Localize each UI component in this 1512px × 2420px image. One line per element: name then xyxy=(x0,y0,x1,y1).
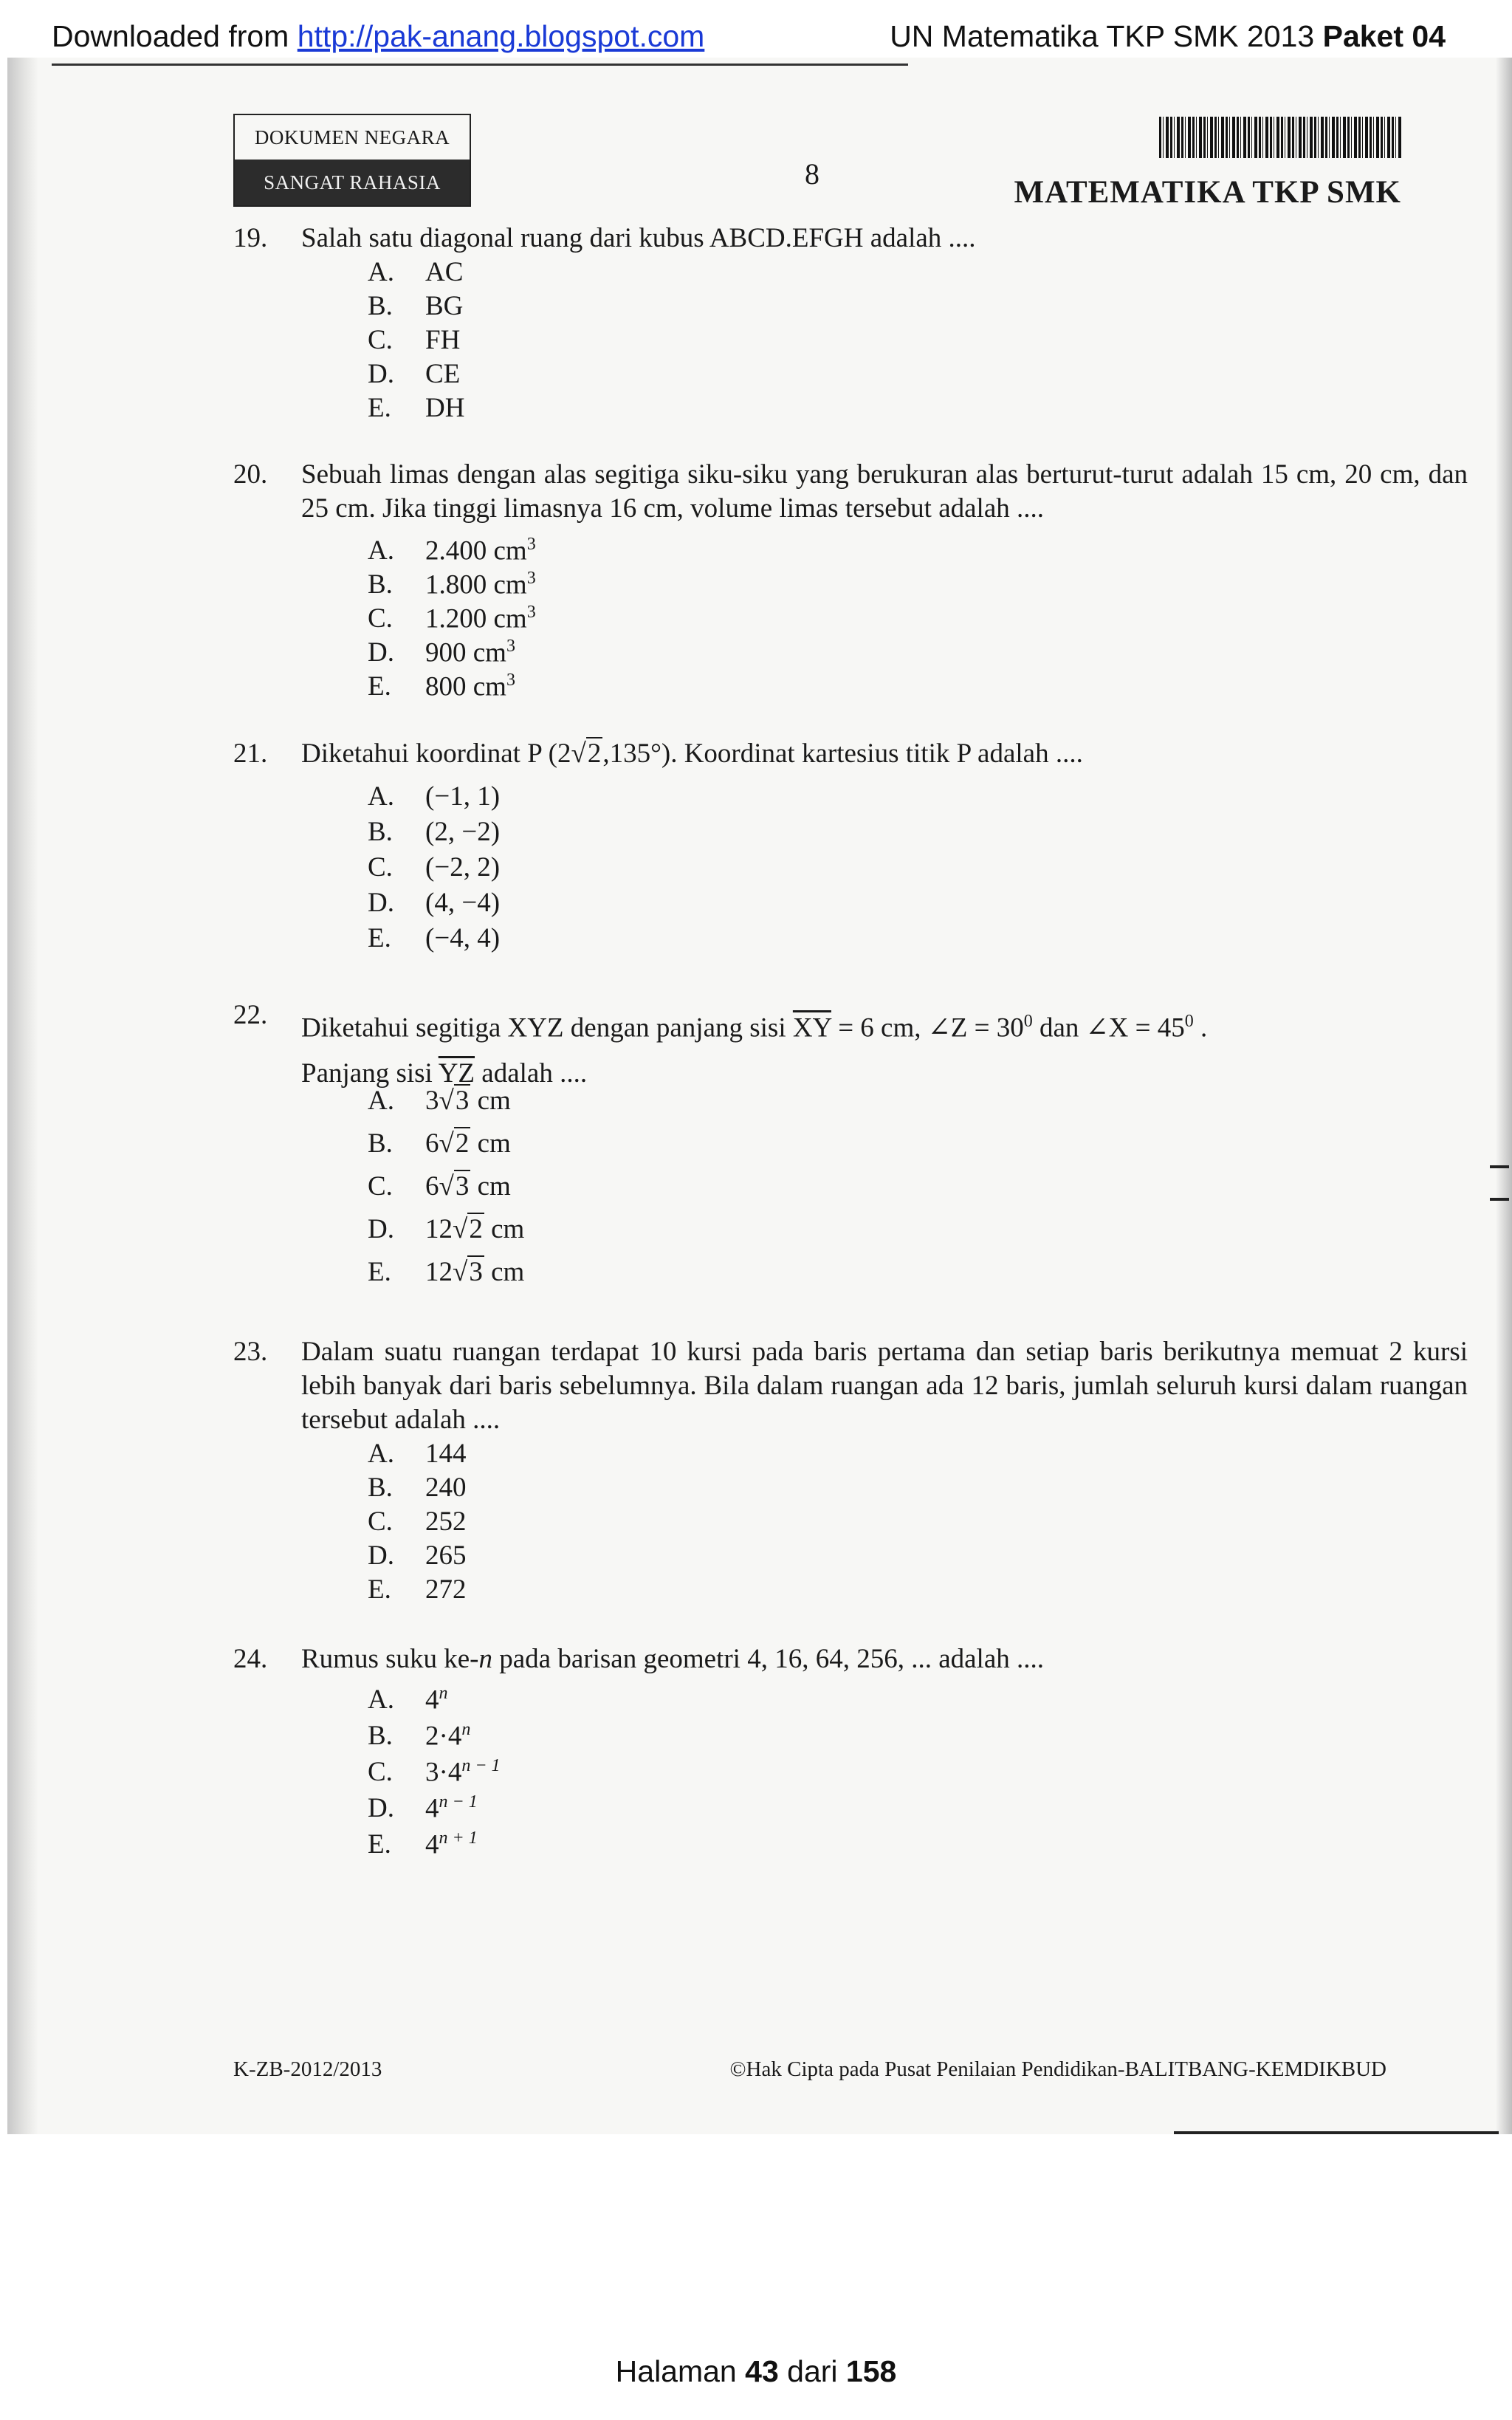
classification-bottom: SANGAT RAHASIA xyxy=(235,160,470,205)
option-e: E. (−4, 4) xyxy=(368,923,501,953)
options xyxy=(368,1676,501,1860)
question-number: 22. xyxy=(233,1000,268,1030)
title-text: UN Matematika TKP SMK 2013 xyxy=(890,19,1323,53)
option-a: A. AC xyxy=(368,257,464,287)
option-b: B. 6√2 cm xyxy=(368,1128,511,1159)
option-c: C. $3\cdot 4^{n - 1}$ xyxy=(368,1756,501,1788)
option-c: C. 1.200 $cm^3$ xyxy=(368,603,536,634)
question-stem: Salah satu diagonal ruang dari kubus ABCD.EFGH adalah .... xyxy=(301,223,976,253)
classification-top: DOKUMEN NEGARA xyxy=(254,126,450,148)
question-number: 24. xyxy=(233,1644,268,1674)
question-stem: Dalam suatu ruangan terdapat 10 kursi pada baris pertama dan setiap baris berikutnya memuat 2 kursi lebih banyak dari baris sebelumnya. Bila dalam ruangan ada 12 baris, jumlah seluruh kursi dalam ruangan tersebut adalah .... xyxy=(301,1337,1468,1435)
option-e: E. 800 $cm^3$ xyxy=(368,671,515,702)
page-number: 8 xyxy=(805,157,819,191)
option-d: D. 265 xyxy=(368,1540,467,1571)
option-a: A. 144 xyxy=(368,1439,467,1469)
option-e: E. 12√3 cm xyxy=(368,1257,525,1287)
scan-top-rule xyxy=(52,64,908,66)
option-d: D. 900 $cm^3$ xyxy=(368,637,515,668)
option-e: E. 272 xyxy=(368,1574,467,1605)
current-page: 43 xyxy=(745,2354,779,2388)
options xyxy=(368,527,536,702)
question-stem: Diketahui koordinat P (2√2,135°). Koordinat kartesius titik P adalah .... xyxy=(301,738,1083,769)
question-number: 23. xyxy=(233,1337,268,1367)
options xyxy=(368,256,464,425)
option-b: B. 240 xyxy=(368,1473,467,1503)
title-bold: Paket 04 xyxy=(1322,19,1446,53)
option-a: A. 4$^n$ xyxy=(368,1684,448,1715)
option-c: C. FH xyxy=(368,325,461,355)
question-stem: Sebuah limas dengan alas segitiga siku-siku yang berukuran alas berturut-turut adalah 15 cm, 20 cm, dan 25 cm. Jika tinggi limasnya 16 cm, volume limas tersebut adalah .... xyxy=(301,459,1468,524)
option-c: C. 6√3 cm xyxy=(368,1171,511,1202)
option-c: C. 252 xyxy=(368,1506,467,1537)
download-prefix: Downloaded from xyxy=(52,19,298,53)
question-number: 19. xyxy=(233,223,268,253)
option-b: B. $2\cdot 4^n$ xyxy=(368,1720,471,1752)
document-classification xyxy=(233,114,471,207)
copyright: ©Hak Cipta pada Pusat Penilaian Pendidikan-BALITBANG-KEMDIKBUD xyxy=(729,2057,1386,2081)
option-d: D. CE xyxy=(368,359,461,389)
barcode-icon xyxy=(1159,117,1403,158)
source-link[interactable]: http://pak-anang.blogspot.com xyxy=(297,19,705,53)
question-stem: Diketahui segitiga XYZ dengan panjang sisi $\overline{XY} = 6$ cm, ∠Z = $30^0$ dan ∠X = $45^0$ . Panjang sisi $\overline{YZ}$ adalah .... xyxy=(301,1012,1208,1089)
scan-shadow-right xyxy=(1496,58,1512,2134)
option-b: B. 1.800 $cm^3$ xyxy=(368,569,536,600)
total-pages: 158 xyxy=(845,2354,897,2388)
question-number: 20. xyxy=(233,459,268,490)
option-a: A. 3√3 cm xyxy=(368,1086,511,1116)
options xyxy=(368,780,500,957)
option-d: D. $4^{n - 1}$ xyxy=(368,1792,478,1824)
option-b: B. BG xyxy=(368,291,464,321)
options xyxy=(368,1437,467,1607)
option-b: B. (2, −2) xyxy=(368,817,501,847)
option-a: A. 2.400 $cm^3$ xyxy=(368,535,536,566)
page-counter: Halaman 43 dari 158 xyxy=(615,2354,897,2388)
option-d: D. 12√2 cm xyxy=(368,1214,525,1244)
option-e: E. $4^{n + 1}$ xyxy=(368,1828,478,1860)
document-title xyxy=(890,19,1446,54)
subject-title: MATEMATIKA TKP SMK xyxy=(1014,175,1401,210)
option-c: C. (−2, 2) xyxy=(368,852,501,882)
scan-bottom-rule xyxy=(1174,2131,1499,2134)
option-d: D. (4, −4) xyxy=(368,888,501,918)
option-e: E. DH xyxy=(368,393,465,423)
binding-mark xyxy=(1490,1165,1509,1201)
option-a: A. (−1, 1) xyxy=(368,781,501,812)
question-stem: Rumus suku ke-n pada barisan geometri 4, 16, 64, 256, ... adalah .... xyxy=(301,1644,1044,1674)
download-source xyxy=(52,19,704,54)
exam-code: K-ZB-2012/2013 xyxy=(233,2057,382,2081)
question-number: 21. xyxy=(233,738,268,769)
scan-shadow xyxy=(7,58,38,2134)
options xyxy=(368,1084,524,1298)
